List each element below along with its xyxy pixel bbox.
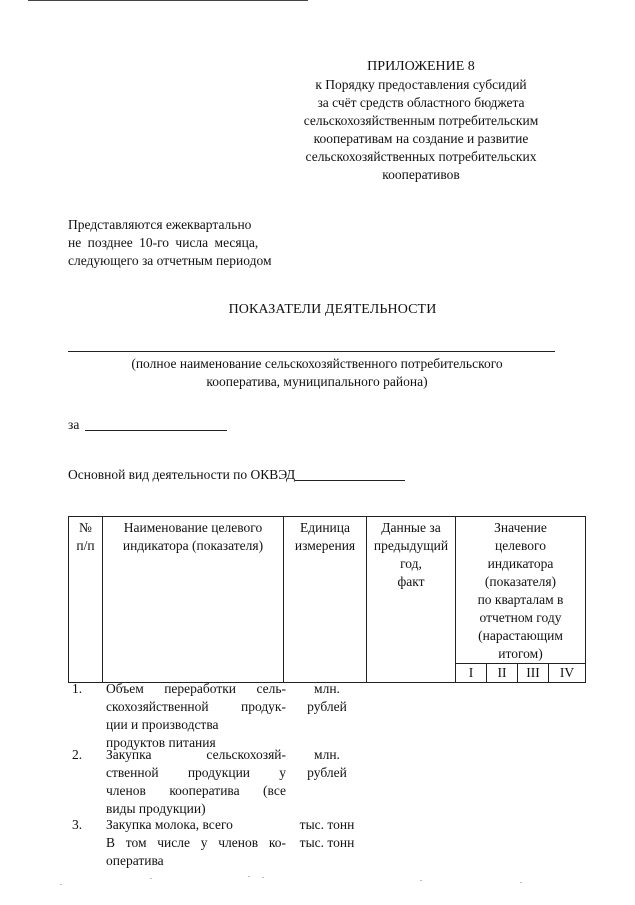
row-number: 3.: [72, 817, 83, 832]
row-text: ственной продукции у: [106, 765, 286, 780]
header-text: (нарастающим: [478, 628, 563, 643]
scan-speck: [60, 884, 62, 885]
header-quarter-1: I: [456, 664, 487, 683]
header-text: факт: [397, 574, 425, 589]
row-number: 1.: [72, 681, 83, 696]
row-text: тыс. тонн: [299, 835, 355, 850]
row-text: млн.: [314, 681, 340, 696]
cooperative-name-field: [68, 351, 555, 352]
row-text: рублей: [307, 765, 347, 780]
header-text: итогом): [498, 646, 543, 661]
indicators-table: [68, 516, 586, 683]
scan-speck: [520, 882, 522, 883]
scan-speck: [248, 876, 250, 877]
period-row: [68, 416, 227, 434]
row-text: тыс. тонн: [299, 817, 355, 832]
header-number: [69, 517, 103, 683]
row-text: виды продукции): [106, 801, 206, 816]
header-text: индикатора: [487, 556, 554, 571]
row-unit: [288, 816, 366, 852]
row-text: рублей: [307, 699, 347, 714]
okved-row: [68, 466, 405, 484]
row-text: оператива: [106, 853, 164, 868]
appendix-line: кооперативов: [382, 167, 460, 182]
appendix-line: сельскохозяйственным потребительским: [303, 113, 539, 128]
row-unit: [288, 746, 366, 782]
period-field: [85, 416, 227, 431]
row-text: членов кооператива (все: [106, 783, 286, 798]
row-text: Закупка сельскохозяй-: [106, 747, 286, 762]
scan-speck: [150, 878, 152, 879]
row-indicator-name: [106, 680, 286, 752]
header-indicator-name: [103, 517, 284, 683]
row-text: В том числе у членов ко-: [106, 835, 286, 850]
row-text: млн.: [314, 747, 340, 762]
header-quarter-3: III: [518, 664, 549, 683]
row-indicator-name: [106, 816, 286, 870]
appendix-heading: ПРИЛОЖЕНИЕ 8: [367, 59, 475, 74]
period-label: за: [68, 417, 80, 432]
caption-line: кооператива, муниципального района): [206, 374, 428, 389]
cooperative-name-caption: [82, 355, 552, 391]
note-line: не позднее 10-го числа месяца,: [68, 235, 259, 250]
scan-noise: [0, 870, 635, 905]
row-text: ции и производства: [106, 717, 219, 732]
scan-speck: [420, 880, 422, 881]
header-unit: [284, 517, 367, 683]
appendix-line: за счёт средств областного бюджета: [317, 95, 525, 110]
row-text: скохозяйственной продук-: [106, 699, 286, 714]
header-text: год,: [400, 556, 422, 571]
header-text: (показателя): [484, 574, 557, 589]
header-text: Данные за: [381, 520, 441, 535]
header-text: отчетном году: [479, 610, 562, 625]
header-quarter-4: IV: [549, 664, 586, 683]
header-text: предыдущий: [373, 538, 449, 553]
note-line: Представляются ежеквартально: [68, 217, 252, 232]
note-line: следующего за отчетным периодом: [68, 253, 272, 268]
appendix-block: [262, 58, 580, 184]
header-text: Наименование целевого: [123, 520, 263, 535]
row-text: продуктов питания: [106, 735, 216, 750]
header-text: целевого: [495, 538, 546, 553]
submission-note: [68, 216, 308, 270]
header-target-value: [456, 517, 586, 664]
header-text: индикатора (показателя): [122, 538, 264, 553]
header-text: измерения: [294, 538, 356, 553]
okved-field: [295, 466, 405, 481]
header-text: №: [79, 520, 92, 535]
appendix-line: к Порядку предоставления субсидий: [315, 77, 527, 92]
row-text: Закупка молока, всего: [106, 817, 233, 832]
header-previous-year: [367, 517, 456, 683]
caption-line: (полное наименование сельскохозяйственного потребительского: [131, 356, 503, 371]
document-title: ПОКАЗАТЕЛИ ДЕЯТЕЛЬНОСТИ: [228, 302, 437, 317]
row-indicator-name: [106, 746, 286, 818]
appendix-line: кооперативам на создание и развитие: [313, 131, 529, 146]
top-scan-line: [28, 0, 308, 1]
header-text: Значение: [494, 520, 547, 535]
header-text: п/п: [76, 538, 95, 553]
header-text: Единица: [299, 520, 350, 535]
row-number: 2.: [72, 747, 83, 762]
header-quarter-2: II: [487, 664, 518, 683]
header-text: по кварталам в: [477, 592, 564, 607]
scan-speck: [262, 877, 264, 878]
okved-label: Основной вид деятельности по ОКВЭД: [68, 467, 296, 482]
appendix-line: сельскохозяйственных потребительских: [305, 149, 537, 164]
row-text: Объем переработки сель-: [106, 681, 286, 696]
row-unit: [288, 680, 366, 716]
